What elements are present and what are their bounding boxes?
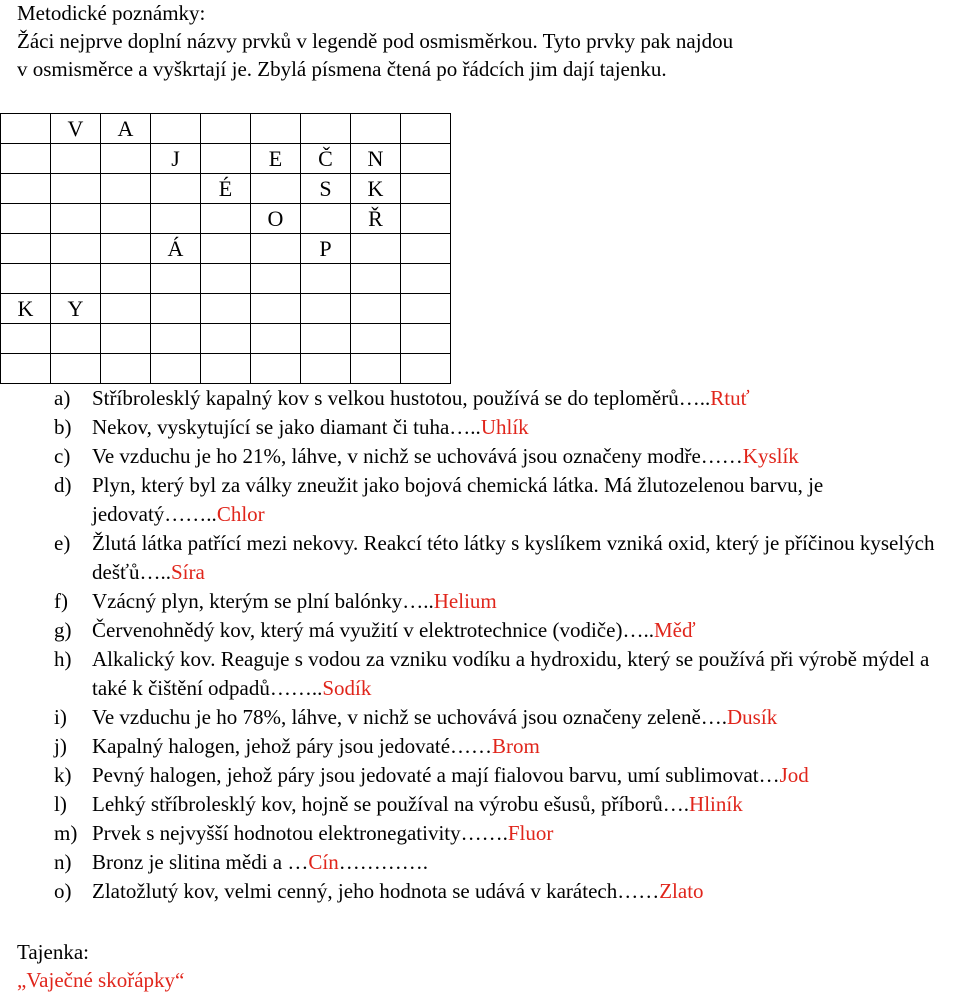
clue-text: Zlatožlutý kov, velmi cenný, jeho hodnota se udává v karátech…… (92, 879, 660, 903)
grid-cell: Á (150, 233, 201, 264)
grid-cell (50, 353, 101, 384)
grid-cell: Č (300, 143, 351, 174)
grid-cell (200, 263, 251, 294)
clue-text: Bronz je slitina mědi a … (92, 850, 309, 874)
clue-text: Alkalický kov. Reaguje s vodou za vzniku vodíku a hydroxidu, který se používá při výrobě mýdel a také k čištění odpadů…….. (92, 647, 930, 700)
clue-text: Ve vzduchu je ho 78%, láhve, v nichž se uchovává jsou označeny zeleně…. (92, 705, 728, 729)
grid-cell (50, 233, 101, 264)
grid-cell (50, 143, 101, 174)
grid-cell (300, 263, 351, 294)
grid-cell: S (300, 173, 351, 204)
grid-cell (300, 113, 351, 144)
grid-cell (250, 323, 301, 354)
grid-cell (200, 323, 251, 354)
clue-letter: c) (54, 444, 71, 468)
clue-answer: Dusík (727, 705, 778, 729)
clue-item (54, 732, 959, 761)
clue-text: Červenohnědý kov, který má využití v elektrotechnice (vodiče)….. (92, 618, 654, 642)
grid-cell (100, 233, 151, 264)
clue-item (54, 616, 959, 645)
grid-cell (0, 353, 51, 384)
clue-answer: Jod (779, 763, 809, 787)
clue-letter: o) (54, 879, 72, 903)
clue-answer: Brom (492, 734, 540, 758)
grid-cell (350, 233, 401, 264)
grid-cell (150, 263, 201, 294)
grid-cell (400, 143, 451, 174)
grid-cell (100, 353, 151, 384)
notes-line-1: Žáci nejprve doplní názvy prvků v legendě pod osmisměrkou. Tyto prvky pak najdou (17, 29, 734, 53)
grid-cell (50, 263, 101, 294)
clue-text: Ve vzduchu je ho 21%, láhve, v nichž se uchovává jsou označeny modře…… (92, 444, 743, 468)
clue-answer: Fluor (507, 821, 554, 845)
clue-letter: d) (54, 473, 72, 497)
grid-cell: O (250, 203, 301, 234)
grid-cell: J (150, 143, 201, 174)
grid-cell (300, 323, 351, 354)
clue-text: Plyn, který byl za války zneužit jako bojová chemická látka. Má žlutozelenou barvu, je jedovatý…….. (92, 473, 824, 526)
clue-item (54, 761, 959, 790)
grid-cell (350, 323, 401, 354)
grid-cell (0, 263, 51, 294)
clue-item (54, 384, 959, 413)
grid-cell (100, 293, 151, 324)
grid-cell: N (350, 143, 401, 174)
clue-item (54, 529, 959, 587)
clue-answer: Rtuť (710, 386, 750, 410)
clue-answer: Cín (308, 850, 339, 874)
clue-text: Prvek s nejvyšší hodnotou elektronegativity……. (92, 821, 508, 845)
clue-letter: h) (54, 647, 72, 671)
grid-cell: Ř (350, 203, 401, 234)
word-search-grid (0, 113, 450, 383)
grid-cell (400, 323, 451, 354)
clue-letter: e) (54, 531, 71, 555)
clue-tail: …………. (338, 850, 428, 874)
grid-cell (400, 293, 451, 324)
grid-cell (100, 173, 151, 204)
grid-cell (300, 353, 351, 384)
grid-cell (150, 113, 201, 144)
clue-letter: a) (54, 386, 71, 410)
clue-item (54, 442, 959, 471)
grid-cell (100, 263, 151, 294)
grid-cell (350, 113, 401, 144)
grid-cell (0, 113, 51, 144)
clue-item (54, 703, 959, 732)
clue-answer: Hliník (689, 792, 743, 816)
clue-answer: Zlato (659, 879, 704, 903)
clue-item (54, 645, 959, 703)
clue-letter: l) (54, 792, 67, 816)
grid-cell (150, 323, 201, 354)
grid-cell: E (250, 143, 301, 174)
grid-cell (100, 323, 151, 354)
notes-line-2: v osmisměrce a vyškrtají je. Zbylá písmena čtená po řádcích jim dají tajenku. (17, 57, 667, 81)
grid-cell: É (200, 173, 251, 204)
grid-cell (400, 353, 451, 384)
grid-cell (250, 263, 301, 294)
clue-item (54, 790, 959, 819)
clue-letter: b) (54, 415, 72, 439)
grid-cell (350, 353, 401, 384)
clue-answer: Kyslík (742, 444, 799, 468)
clue-text: Pevný halogen, jehož páry jsou jedovaté a mají fialovou barvu, umí sublimovat… (92, 763, 780, 787)
grid-cell (100, 203, 151, 234)
grid-cell (400, 233, 451, 264)
grid-cell (250, 173, 301, 204)
clue-item (54, 848, 959, 877)
clue-answer: Helium (433, 589, 497, 613)
clue-letter: k) (54, 763, 72, 787)
clue-text: Nekov, vyskytující se jako diamant či tuha….. (92, 415, 481, 439)
grid-cell (250, 233, 301, 264)
grid-cell (0, 173, 51, 204)
clue-answer: Chlor (216, 502, 265, 526)
grid-cell (50, 173, 101, 204)
clue-answer: Měď (653, 618, 696, 642)
grid-cell (150, 173, 201, 204)
grid-cell (250, 293, 301, 324)
clue-text: Stříbrolesklý kapalný kov s velkou hustotou, používá se do teploměrů….. (92, 386, 711, 410)
clue-text: Kapalný halogen, jehož páry jsou jedovaté…… (92, 734, 493, 758)
grid-cell (150, 293, 201, 324)
grid-cell (350, 263, 401, 294)
grid-cell (150, 203, 201, 234)
clue-item (54, 587, 959, 616)
grid-cell: K (0, 293, 51, 324)
grid-cell: P (300, 233, 351, 264)
clue-letter: j) (54, 734, 67, 758)
clue-letter: f) (54, 589, 68, 613)
tajenka-label: Tajenka: (17, 940, 89, 964)
clue-text: Žlutá látka patřící mezi nekovy. Reakcí této látky s kyslíkem vzniká oxid, který je příčinou kyselých dešťů….. (92, 531, 935, 584)
grid-cell (100, 143, 151, 174)
clue-text: Lehký stříbrolesklý kov, hojně se používal na výrobu ešusů, příborů…. (92, 792, 690, 816)
clue-letter: n) (54, 850, 72, 874)
clue-item (54, 877, 959, 906)
clue-item (54, 471, 959, 529)
grid-cell (150, 353, 201, 384)
notes-heading: Metodické poznámky: (17, 1, 206, 25)
clue-item (54, 819, 959, 848)
grid-cell (200, 203, 251, 234)
grid-cell (50, 203, 101, 234)
clue-item (54, 413, 959, 442)
grid-cell: K (350, 173, 401, 204)
grid-cell (250, 353, 301, 384)
grid-cell (200, 233, 251, 264)
grid-cell: Y (50, 293, 101, 324)
grid-cell (200, 143, 251, 174)
grid-cell (400, 203, 451, 234)
clue-text: Vzácný plyn, kterým se plní balónky….. (92, 589, 434, 613)
grid-cell (200, 353, 251, 384)
grid-cell (0, 203, 51, 234)
grid-cell (200, 113, 251, 144)
grid-cell (400, 113, 451, 144)
clue-list (54, 384, 959, 906)
clue-letter: i) (54, 705, 67, 729)
grid-cell: V (50, 113, 101, 144)
grid-cell (300, 293, 351, 324)
grid-cell (400, 173, 451, 204)
grid-cell (300, 203, 351, 234)
tajenka-answer: „Vaječné skořápky“ (17, 968, 185, 992)
grid-cell (200, 293, 251, 324)
grid-cell (0, 323, 51, 354)
grid-cell (350, 293, 401, 324)
clue-answer: Síra (170, 560, 205, 584)
grid-cell (400, 263, 451, 294)
clue-letter: g) (54, 618, 72, 642)
clue-answer: Sodík (322, 676, 372, 700)
grid-cell: A (100, 113, 151, 144)
grid-cell (0, 143, 51, 174)
methodical-notes (17, 0, 733, 83)
grid-cell (250, 113, 301, 144)
clue-letter: m) (54, 821, 78, 845)
grid-cell (0, 233, 51, 264)
grid-cell (50, 323, 101, 354)
clue-answer: Uhlík (480, 415, 529, 439)
